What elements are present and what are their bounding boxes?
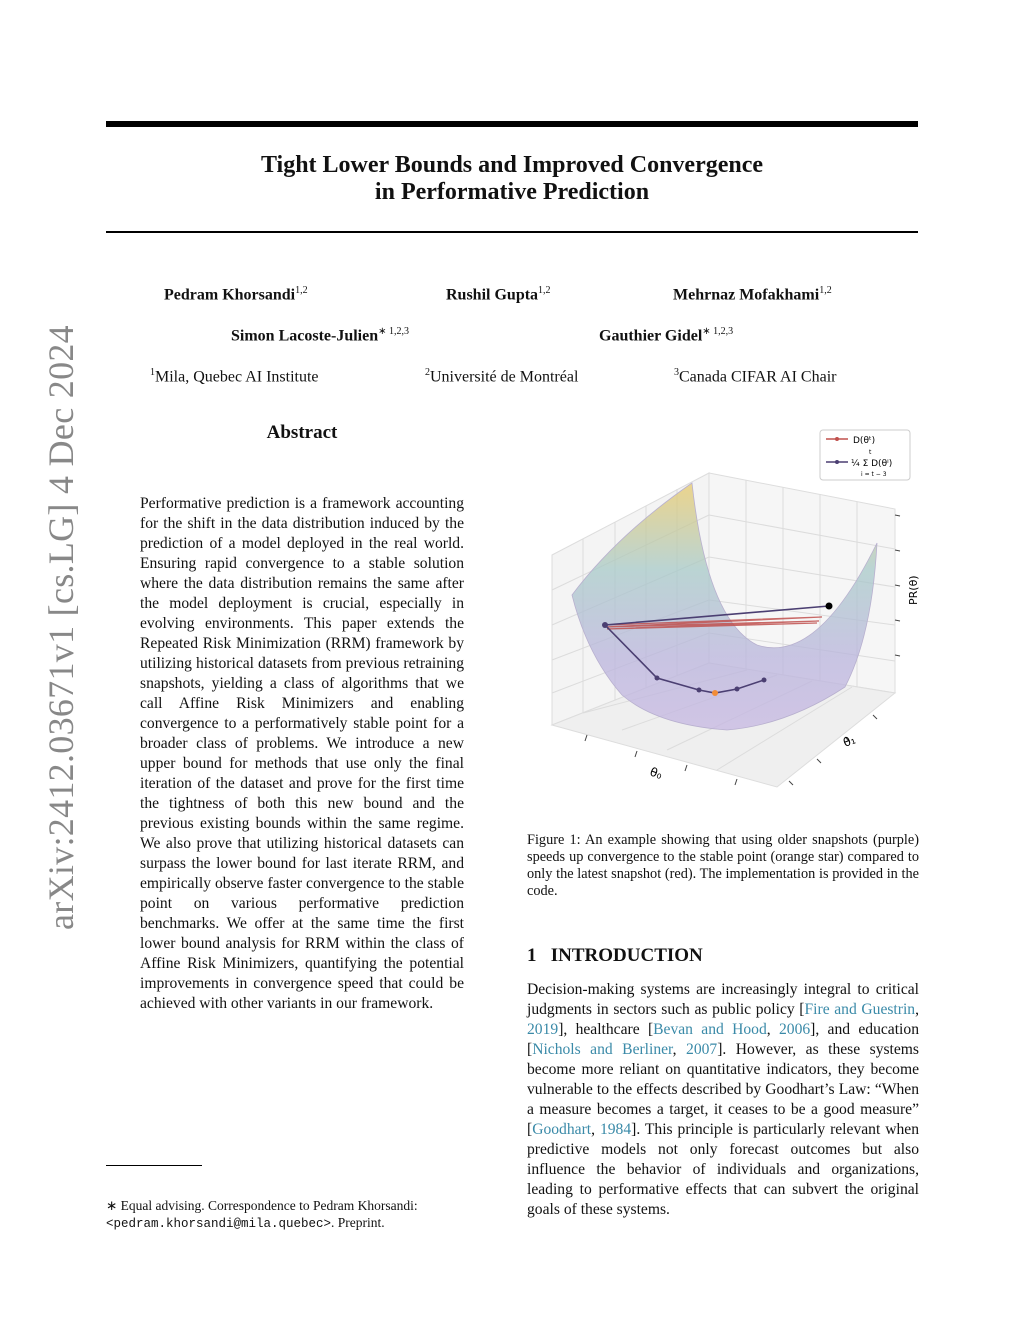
author-5: [599, 326, 733, 345]
citation-year[interactable]: 2019: [527, 1021, 559, 1038]
citation-nichols-berliner[interactable]: Nichols and Berliner: [532, 1041, 673, 1058]
z-axis-ticks: [895, 515, 900, 656]
legend-sum-top: t: [869, 449, 872, 456]
footnote-email[interactable]: <pedram.khorsandi@mila.quebec>: [106, 1217, 332, 1231]
intro-text-4: ]. However, as these systems become more reliant on quantitative indicators, they become vulnerable to the effects described by Goodhart’s Law: “When a measure becomes a target, it ceases to be a good measure” [: [527, 1041, 920, 1138]
author-affil-sup: ∗ 1,2,3: [378, 326, 410, 337]
affiliation-sup: 1: [150, 367, 155, 378]
author-affil-sup: 1,2: [295, 285, 308, 296]
figure-1: [527, 425, 919, 820]
footnote-rule: [106, 1165, 202, 1166]
affiliation-name: Canada CIFAR AI Chair: [679, 368, 837, 386]
author-2: [446, 285, 551, 304]
author-name: Gauthier Gidel: [599, 327, 703, 345]
axis-label-z: PR(θ): [907, 575, 919, 605]
axis-label-y: θ₁: [841, 732, 858, 750]
author-1: [164, 285, 308, 304]
section-heading: [527, 945, 703, 967]
citation-goodhart[interactable]: Goodhart: [532, 1121, 592, 1138]
author-4: [231, 326, 409, 345]
affiliation-1: [150, 367, 319, 386]
author-affil-sup: ∗ 1,2,3: [702, 326, 734, 337]
author-name: Pedram Khorsandi: [164, 286, 296, 304]
footnote-text: ∗ Equal advising. Correspondence to Pedram Khorsandi:: [106, 1198, 418, 1213]
arxiv-identifier: arXiv:2412.03671v1 [cs.LG] 4 Dec 2024: [41, 325, 81, 930]
affiliation-sup: 3: [674, 367, 679, 378]
citation-year[interactable]: 2006: [778, 1021, 811, 1038]
figure-1-plot: [527, 425, 919, 820]
section-number: 1: [527, 945, 537, 966]
legend-purple-label: ¼ Σ D(θⁱ): [851, 459, 893, 469]
citation-fire-guestrin[interactable]: [805, 1001, 916, 1018]
intro-text-5: ]. This principle is particularly relevant when predictive models not only forecast outcomes but also influence the behavior of individuals and organizations, leading to performative effects that can subvert the original goals of these systems.: [527, 1121, 920, 1218]
intro-text-3: ], and education [: [527, 1021, 919, 1058]
abstract-heading: Abstract: [266, 422, 338, 443]
introduction-paragraph: [527, 980, 919, 1220]
footnote: [106, 1197, 506, 1233]
citation-separator: ,: [915, 1001, 919, 1018]
affiliation-name: Mila, Quebec AI Institute: [155, 368, 319, 386]
affiliation-3: [674, 367, 836, 386]
figure-caption: Figure 1: An example showing that using older snapshots (purple) speeds up convergence to the stable point (orange star) compared to only the latest snapshot (red). The implementation is provided in the code.: [527, 832, 919, 899]
title-line-2: in Performative Prediction: [374, 179, 650, 205]
legend-red-label: D(θᵗ): [853, 436, 876, 446]
abstract-text: Performative prediction is a framework accounting for the shift in the data distribution induced by the prediction of a model deployed in the real world. Ensuring rapid convergence to a stable solution where the data distribution remains the same after the model deployment is crucial, especially in evolving environments. This paper extends the Repeated Risk Minimization (RRM) framework by utilizing historical datasets from previous retraining snapshots, yielding a class of algorithms that we call Affine Risk Minimizers and enabling convergence to a performatively stable point for a broader class of problems. We introduce a new upper bound for methods that use only the final iteration of the dataset and prove for the first time the tightness of both this new bound and the previous existing bounds within the same regime. We also prove that utilizing historical datasets can surpass the lower bound for last iterate RRM, and empirically observe faster convergence to the stable point on various performative prediction benchmarks. We offer at the same time the first lower bound analysis for RRM within the class of Affine Risk Minimizers, quantifying the potential improvements in convergence speed that could be achieved with other variants in our framework.: [140, 495, 464, 1012]
figure-legend: [820, 430, 910, 480]
citation-separator: ,: [766, 1021, 779, 1038]
start-point: [826, 603, 833, 610]
author-affil-sup: 1,2: [819, 285, 832, 296]
affiliation-sup: 2: [425, 367, 430, 378]
paper-title: [106, 152, 918, 206]
citation-bevan-hood[interactable]: Bevan and Hood: [653, 1021, 767, 1038]
title-bottom-rule: [106, 231, 918, 233]
intro-text-1: Decision-making systems are increasingly integral to critical judgments in sectors such as public policy [: [527, 981, 919, 1018]
title-line-1: Tight Lower Bounds and Improved Convergence: [260, 152, 764, 178]
author-affil-sup: 1,2: [538, 285, 551, 296]
footnote-tail: . Preprint.: [331, 1215, 385, 1230]
author-3: [673, 285, 832, 304]
section-title: INTRODUCTION: [550, 945, 703, 966]
axis-label-x: θ₀: [647, 764, 665, 782]
author-name: Rushil Gupta: [446, 286, 539, 304]
affiliation-2: [425, 367, 578, 386]
citation-year[interactable]: 1984: [599, 1121, 632, 1138]
author-name: Simon Lacoste-Julien: [231, 327, 379, 345]
citation-authors[interactable]: Fire and Guestrin: [804, 1001, 916, 1018]
intro-text-2: ], healthcare [: [558, 1021, 654, 1038]
legend-sum-bottom: i = t − 3: [861, 471, 887, 478]
citation-separator: ,: [672, 1041, 687, 1058]
title-top-rule: [106, 121, 918, 127]
citation-separator: ,: [591, 1121, 600, 1138]
legend-purple-marker: [835, 460, 839, 464]
stable-point-star: [712, 690, 718, 696]
affiliation-name: Université de Montréal: [430, 368, 579, 386]
legend-red-marker: [835, 437, 839, 441]
citation-year[interactable]: 2007: [686, 1041, 718, 1058]
author-name: Mehrnaz Mofakhami: [673, 286, 820, 304]
